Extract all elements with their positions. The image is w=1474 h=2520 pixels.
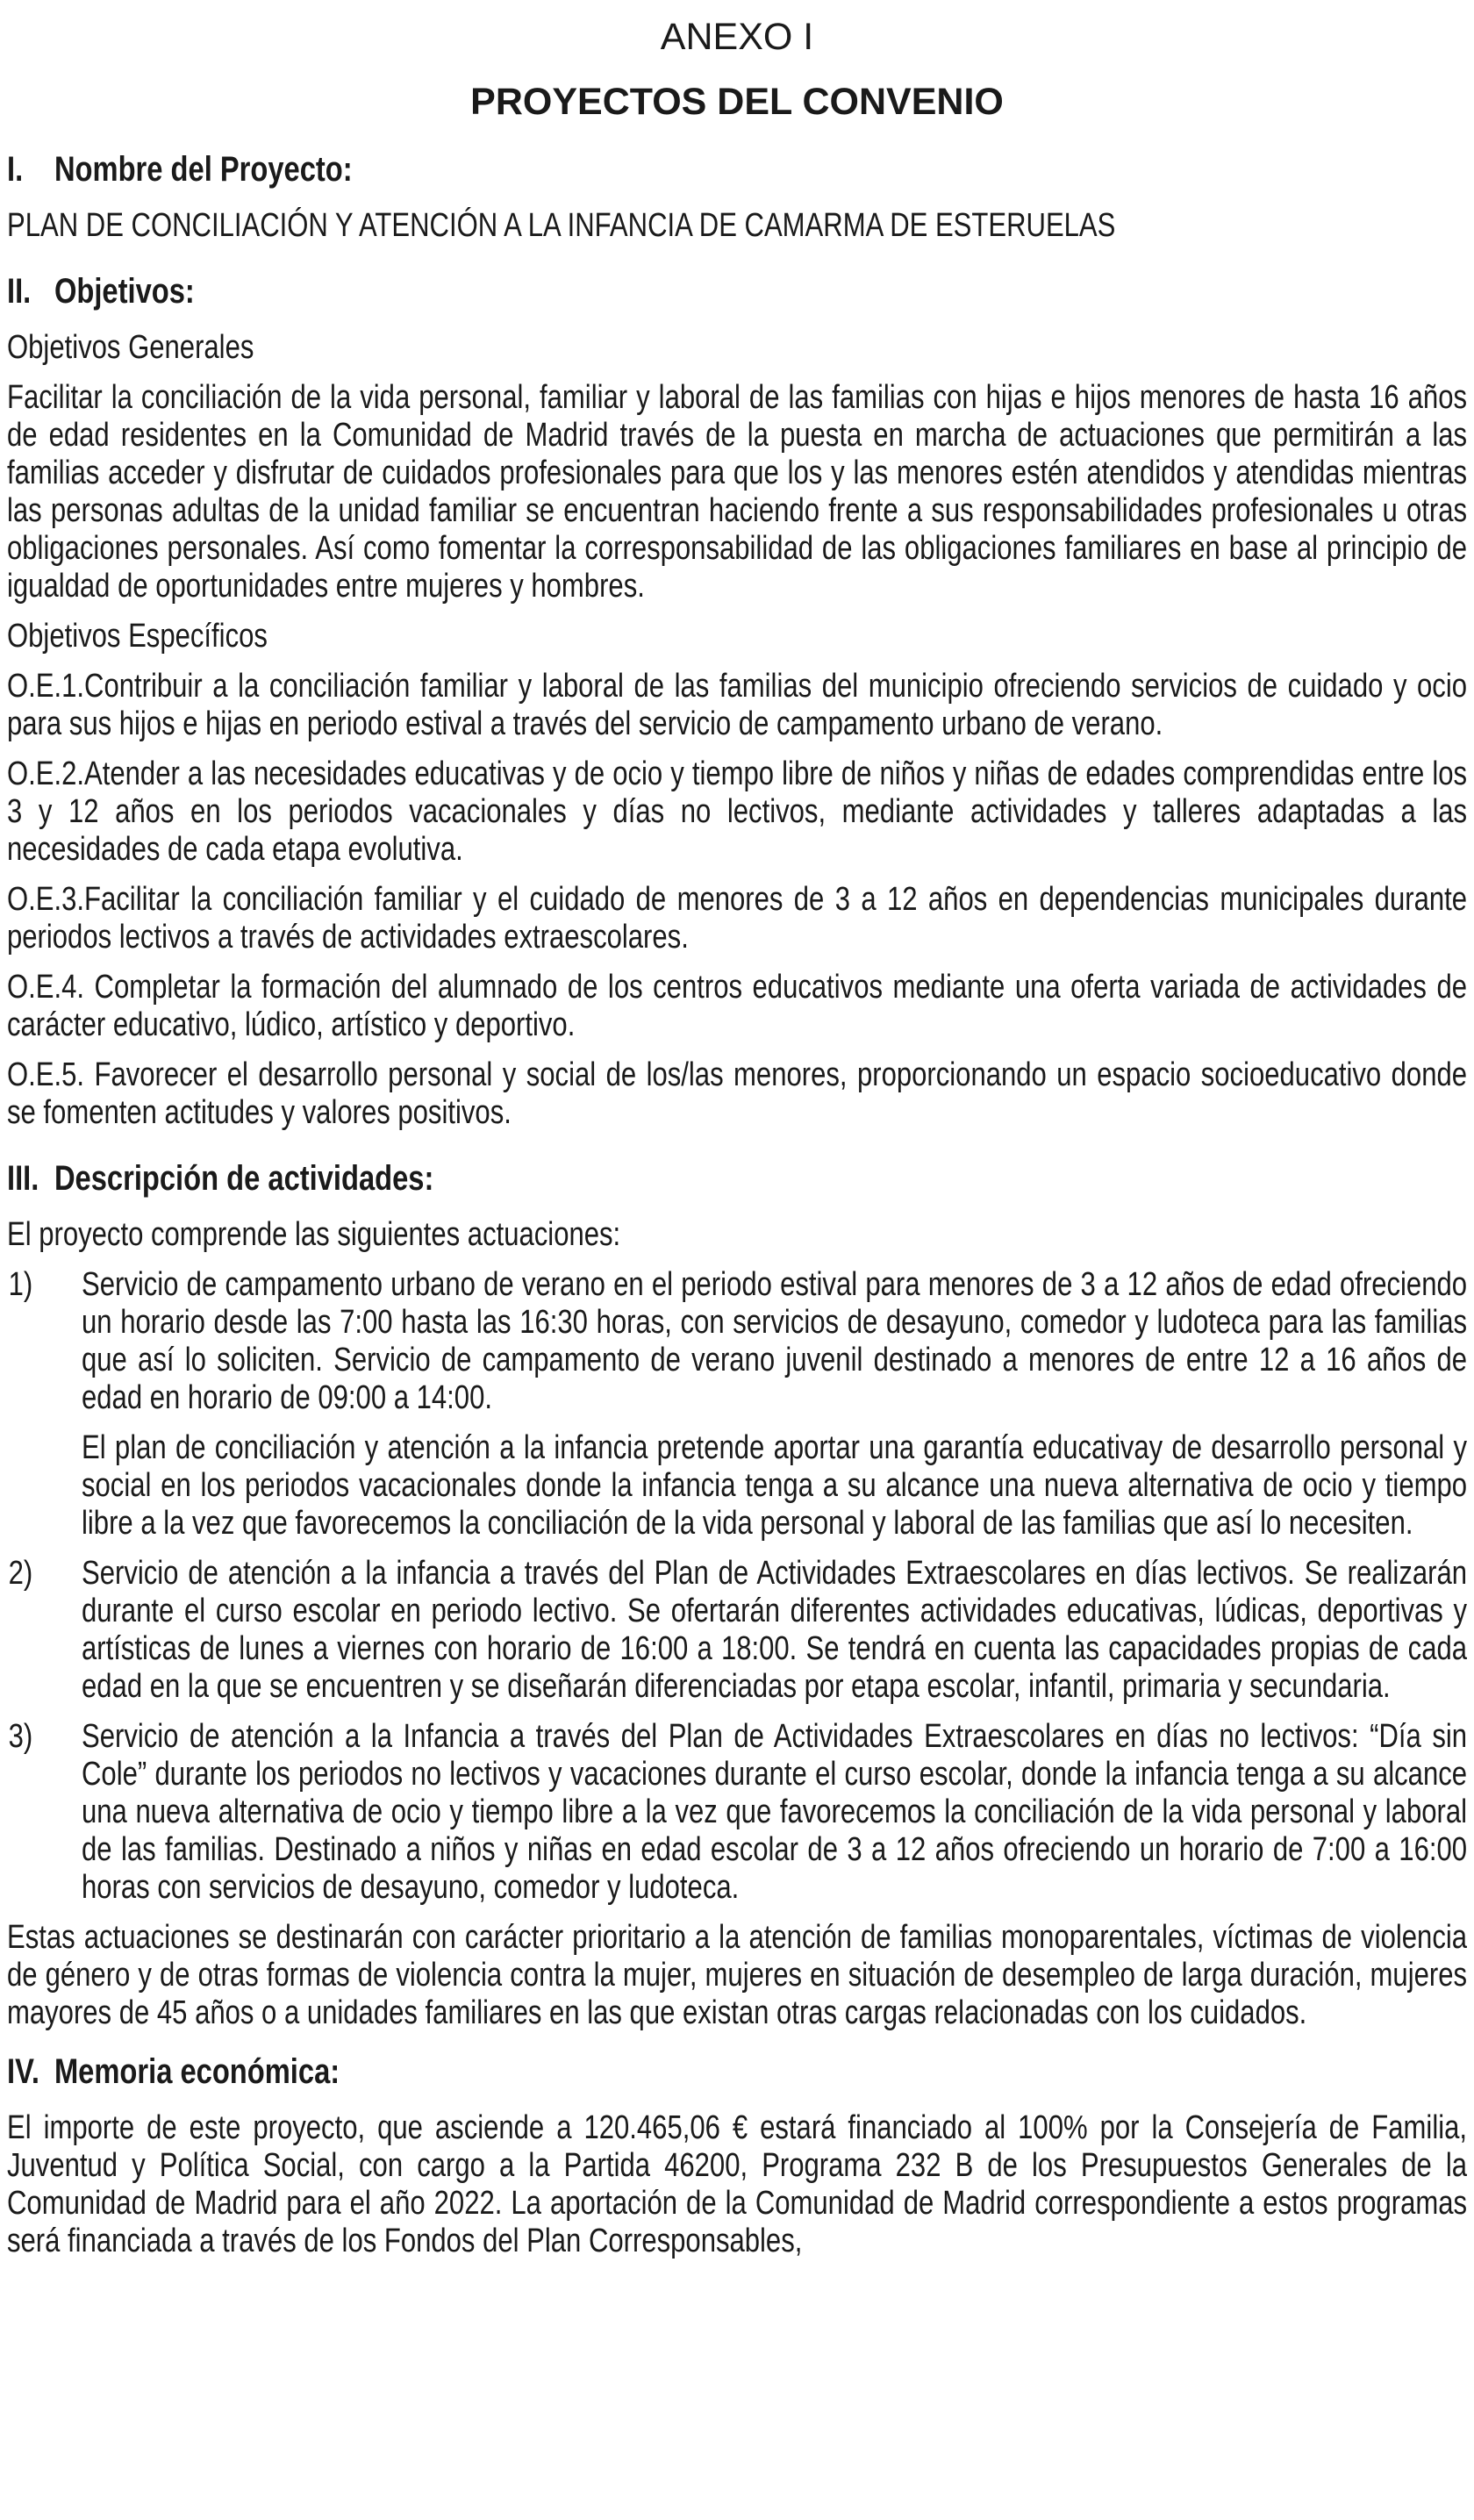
list-item-actividad-3 <box>7 1718 1467 1907</box>
objetivo-especifico-4: O.E.4. Completar la formación del alumnado de los centros educativos mediante una oferta variada de actividades de carácter educativo, lúdico, artístico y deportivo. <box>7 969 1468 1043</box>
section-title: Objetivos: <box>54 272 195 311</box>
list-item-text: Servicio de atención a la Infancia a través del Plan de Actividades Extraescolares en días no lectivos: “Día sin Cole” durante los periodos no lectivos y vacaciones durante el curso escolar, donde la infancia tenga a su alcance una nueva alternativa de ocio y tiempo libre a la vez que favorecemos la conciliación de la vida personal y laboral de las familias. Destinado a niños y niñas en edad escolar de 3 a 12 años ofreciendo un horario de 7:00 a 16:00 horas con servicios de desayuno, comedor y ludoteca. <box>81 1718 1468 1906</box>
objetivos-generales-text: Facilitar la conciliación de la vida personal, familiar y laboral de las familias con hijas e hijos menores de hasta 16 años de edad residentes en la Comunidad de Madrid través de la puesta en marcha de actuaciones que permitirán a las familias acceder y disfrutar de cuidados profesionales para que los y las menores estén atendidos y atendidas mientras las personas adultas de la unidad familiar se encuentran haciendo frente a sus responsabilidades profesionales u otras obligaciones personales. Así como fomentar la corresponsabilidad de las obligaciones familiares en base al principio de igualdad de oportunidades entre mujeres y hombres. <box>7 379 1468 605</box>
section-heading-objetivos <box>7 271 1467 311</box>
section-heading-nombre <box>7 149 1467 190</box>
list-item-number: 3) <box>8 1718 33 1755</box>
objetivos-generales-label: Objetivos Generales <box>7 329 254 366</box>
section-title: Descripción de actividades: <box>54 1159 434 1198</box>
objetivos-especificos-label: Objetivos Específicos <box>7 618 268 655</box>
list-item-actividad-1 <box>7 1266 1467 1543</box>
annex-title: ANEXO I <box>660 16 814 58</box>
list-item-number: 1) <box>8 1266 33 1303</box>
list-item-text: Servicio de atención a la infancia a través del Plan de Actividades Extraescolares en días lectivos. Se realizarán durante el curso escolar en periodo lectivo. Se ofertarán diferentes actividades educativas, lúdicas, deportivas y artísticas de lunes a viernes con horario de 16:00 a 18:00. Se tendrá en cuenta las capacidades propias de cada edad en la que se encuentren y se diseñarán diferenciadas por etapa escolar, infantil, primaria y secundaria. <box>81 1555 1468 1705</box>
objetivo-especifico-1: O.E.1.Contribuir a la conciliación familiar y laboral de las familias del municipio ofreciendo servicios de cuidado y ocio para sus hijos e hijas en periodo estival a través del servicio de campamento urbano de verano. <box>7 668 1468 742</box>
section-title: Nombre del Proyecto: <box>54 150 353 189</box>
document-body <box>7 12 1467 2273</box>
document-title: PROYECTOS DEL CONVENIO <box>470 81 1004 123</box>
list-item-subtext: El plan de conciliación y atención a la infancia pretende aportar una garantía educativay de desarrollo personal y social en los periodos vacacionales donde la infancia tenga a su alcance una nueva alternativa de ocio y tiempo libre a la vez que favorecemos la conciliación de la vida personal y laboral de las familias que así lo necesiten. <box>81 1429 1468 1542</box>
objetivo-especifico-3: O.E.3.Facilitar la conciliación familiar y el cuidado de menores de 3 a 12 años en dependencias municipales durante periodos lectivos a través de actividades extraescolares. <box>7 881 1468 956</box>
section-number: II. <box>7 272 32 311</box>
actividades-intro: El proyecto comprende las siguientes actuaciones: <box>7 1216 621 1253</box>
section-heading-actividades <box>7 1158 1467 1199</box>
memoria-text: El importe de este proyecto, que asciende a 120.465,06 € estará financiado al 100% por la Consejería de Familia, Juventud y Política Social, con cargo a la Partida 46200, Programa 232 B de los Presupuestos Generales de la Comunidad de Madrid para el año 2022. La aportación de la Comunidad de Madrid correspondiente a estos programas será financiada a través de los Fondos del Plan Corresponsables, <box>7 2109 1468 2259</box>
section-number: I. <box>7 150 24 189</box>
prioridad-text: Estas actuaciones se destinarán con carácter prioritario a la atención de familias monoparentales, víctimas de violencia de género y de otras formas de violencia contra la mujer, mujeres en situación de desempleo de larga duración, mujeres mayores de 45 años o a unidades familiares en las que existan otras cargas relacionadas con los cuidados. <box>7 1919 1468 2031</box>
section-title: Memoria económica: <box>54 2052 340 2091</box>
section-number: III. <box>7 1159 39 1198</box>
list-item-number: 2) <box>8 1555 33 1592</box>
project-name: PLAN DE CONCILIACIÓN Y ATENCIÓN A LA INFANCIA DE CAMARMA DE ESTERUELAS <box>7 207 1116 244</box>
objetivo-especifico-5: O.E.5. Favorecer el desarrollo personal y social de los/las menores, proporcionando un espacio socioeducativo donde se fomenten actitudes y valores positivos. <box>7 1056 1468 1131</box>
section-heading-memoria <box>7 2051 1467 2092</box>
list-item-text: Servicio de campamento urbano de verano en el periodo estival para menores de 3 a 12 años de edad ofreciendo un horario desde las 7:00 hasta las 16:30 horas, con servicios de desayuno, comedor y ludoteca para las familias que así lo soliciten. Servicio de campamento de verano juvenil destinado a menores de entre 12 a 16 años de edad en horario de 09:00 a 14:00. <box>81 1266 1468 1416</box>
list-item-actividad-2 <box>7 1555 1467 1706</box>
section-number: IV. <box>7 2052 39 2091</box>
objetivo-especifico-2: O.E.2.Atender a las necesidades educativas y de ocio y tiempo libre de niños y niñas de edades comprendidas entre los 3 y 12 años en los periodos vacacionales y días no lectivos, mediante actividades y talleres adaptadas a las necesidades de cada etapa evolutiva. <box>7 755 1468 868</box>
